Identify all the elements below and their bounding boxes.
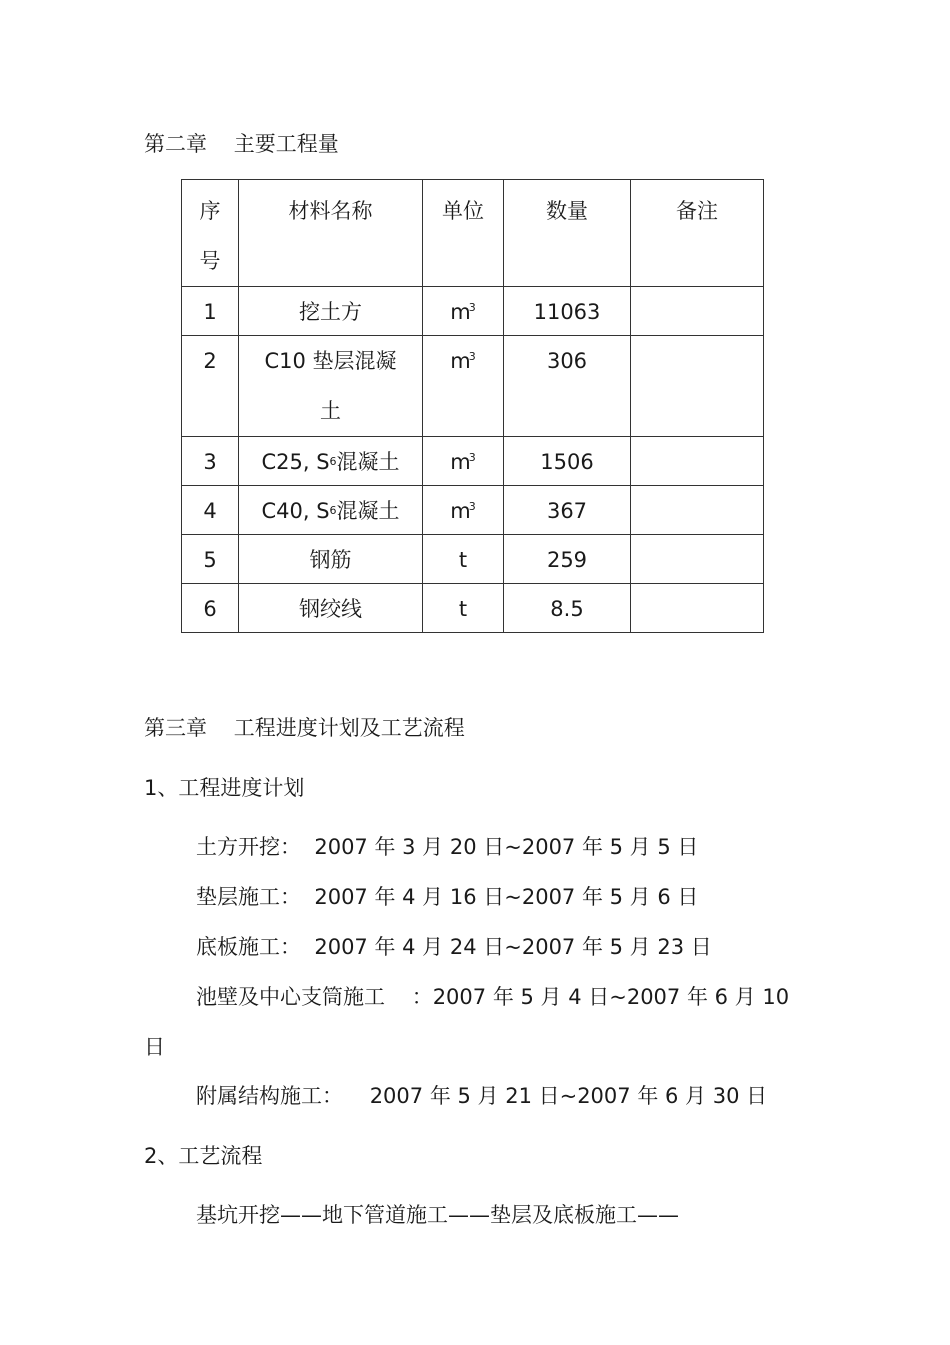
cell-no: 4 <box>182 486 239 535</box>
table-row <box>182 287 764 336</box>
table-row <box>182 336 764 437</box>
header-name: 材料名称 <box>239 180 423 287</box>
cell-name: C10 垫层混凝 土 <box>239 336 423 437</box>
section1-title: 1、工程进度计划 <box>144 776 305 800</box>
cell-no: 3 <box>182 437 239 486</box>
schedule-item-continuation: 日 <box>144 1035 165 1059</box>
header-no: 序 号 <box>182 180 239 287</box>
cell-note <box>631 336 764 437</box>
cell-unit: $m^3$ <box>423 287 504 336</box>
table-row <box>182 584 764 633</box>
cell-note <box>631 287 764 336</box>
chapter3-title: 第三章 工程进度计划及工艺流程 <box>144 716 465 740</box>
cell-unit: $m^3$ <box>423 437 504 486</box>
table-row <box>182 437 764 486</box>
cell-note <box>631 584 764 633</box>
cell-qty: 367 <box>504 486 631 535</box>
cell-unit: t <box>423 584 504 633</box>
header-qty: 数量 <box>504 180 631 287</box>
cell-name: C25, S6混凝土 <box>239 437 423 486</box>
cell-qty: 259 <box>504 535 631 584</box>
process-flow: 基坑开挖——地下管道施工——垫层及底板施工—— <box>196 1203 679 1227</box>
cell-qty: 11063 <box>504 287 631 336</box>
cell-no: 2 <box>182 336 239 437</box>
cell-no: 1 <box>182 287 239 336</box>
schedule-item: 垫层施工： 2007 年 4 月 16 日~2007 年 5 月 6 日 <box>196 885 699 909</box>
chapter2-title: 第二章 主要工程量 <box>144 132 339 156</box>
cell-name: 钢绞线 <box>239 584 423 633</box>
table-row <box>182 486 764 535</box>
cell-unit: $m^3$ <box>423 486 504 535</box>
schedule-item: 土方开挖： 2007 年 3 月 20 日~2007 年 5 月 5 日 <box>196 835 699 859</box>
cell-name: 钢筋 <box>239 535 423 584</box>
cell-qty: 1506 <box>504 437 631 486</box>
header-unit: 单位 <box>423 180 504 287</box>
cell-qty: 8.5 <box>504 584 631 633</box>
cell-qty: 306 <box>504 336 631 437</box>
table-header-row <box>182 180 764 287</box>
cell-name: C40, S6混凝土 <box>239 486 423 535</box>
schedule-item: 附属结构施工： 2007 年 5 月 21 日~2007 年 6 月 30 日 <box>196 1084 768 1108</box>
section2-title: 2、工艺流程 <box>144 1144 263 1168</box>
cell-no: 6 <box>182 584 239 633</box>
cell-no: 5 <box>182 535 239 584</box>
cell-unit: t <box>423 535 504 584</box>
cell-name: 挖土方 <box>239 287 423 336</box>
table-row <box>182 535 764 584</box>
quantities-table <box>181 179 764 633</box>
header-note: 备注 <box>631 180 764 287</box>
schedule-item: 池壁及中心支筒施工 ：2007 年 5 月 4 日~2007 年 6 月 10 <box>196 985 790 1009</box>
schedule-item: 底板施工： 2007 年 4 月 24 日~2007 年 5 月 23 日 <box>196 935 712 959</box>
cell-note <box>631 535 764 584</box>
cell-note <box>631 437 764 486</box>
cell-note <box>631 486 764 535</box>
cell-unit: $m^3$ <box>423 336 504 437</box>
